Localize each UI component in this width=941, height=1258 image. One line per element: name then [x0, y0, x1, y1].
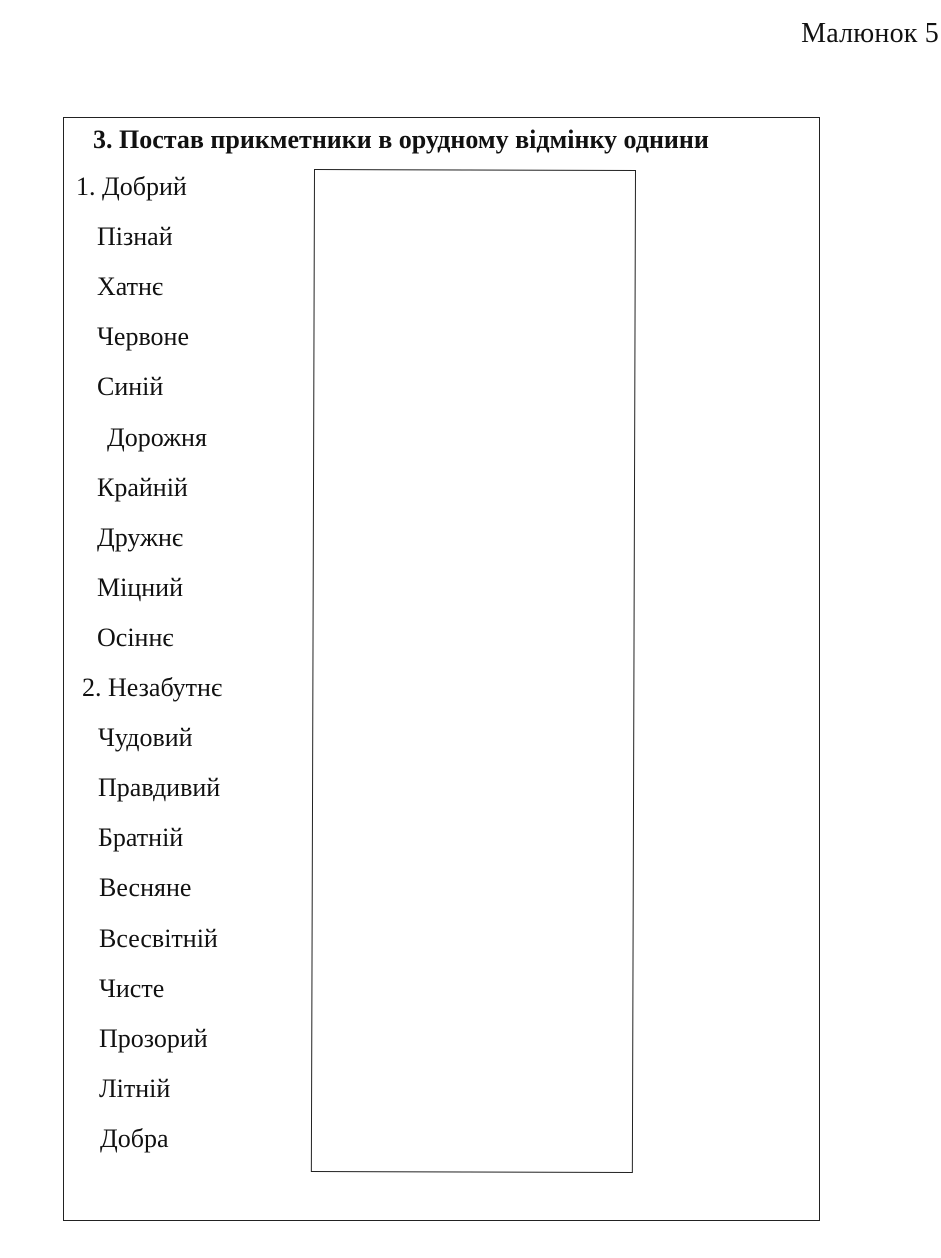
word-item: Крайній — [97, 472, 188, 502]
answer-box — [311, 169, 636, 1173]
word-item: Синій — [97, 372, 164, 402]
word-item: Хатнє — [97, 272, 164, 302]
exercise-title: 3. Постав прикметники в орудному відмінку однини — [93, 125, 709, 154]
word-item: Чудовий — [98, 723, 193, 753]
word-item: Дорожня — [107, 422, 207, 452]
exercise-card — [63, 117, 820, 1221]
figure-caption: Малюнок 5 — [801, 18, 939, 49]
word-item: Осіннє — [97, 622, 174, 652]
word-item: Чисте — [99, 973, 165, 1003]
word-item: 1. Добрий — [76, 172, 187, 201]
word-item: Дружнє — [97, 522, 184, 552]
word-item: 2. Незабутнє — [82, 673, 223, 702]
word-item: Братній — [98, 823, 184, 853]
word-item: Пізнай — [97, 222, 173, 252]
word-item: Правдивий — [98, 773, 221, 803]
word-item: Червоне — [97, 322, 189, 352]
word-item: Всесвітній — [99, 923, 218, 953]
word-item: Літній — [99, 1073, 171, 1103]
word-item: Весняне — [99, 873, 192, 903]
word-item: Прозорий — [99, 1023, 208, 1053]
word-item: Міцний — [97, 572, 183, 602]
word-item: Добра — [100, 1123, 169, 1153]
